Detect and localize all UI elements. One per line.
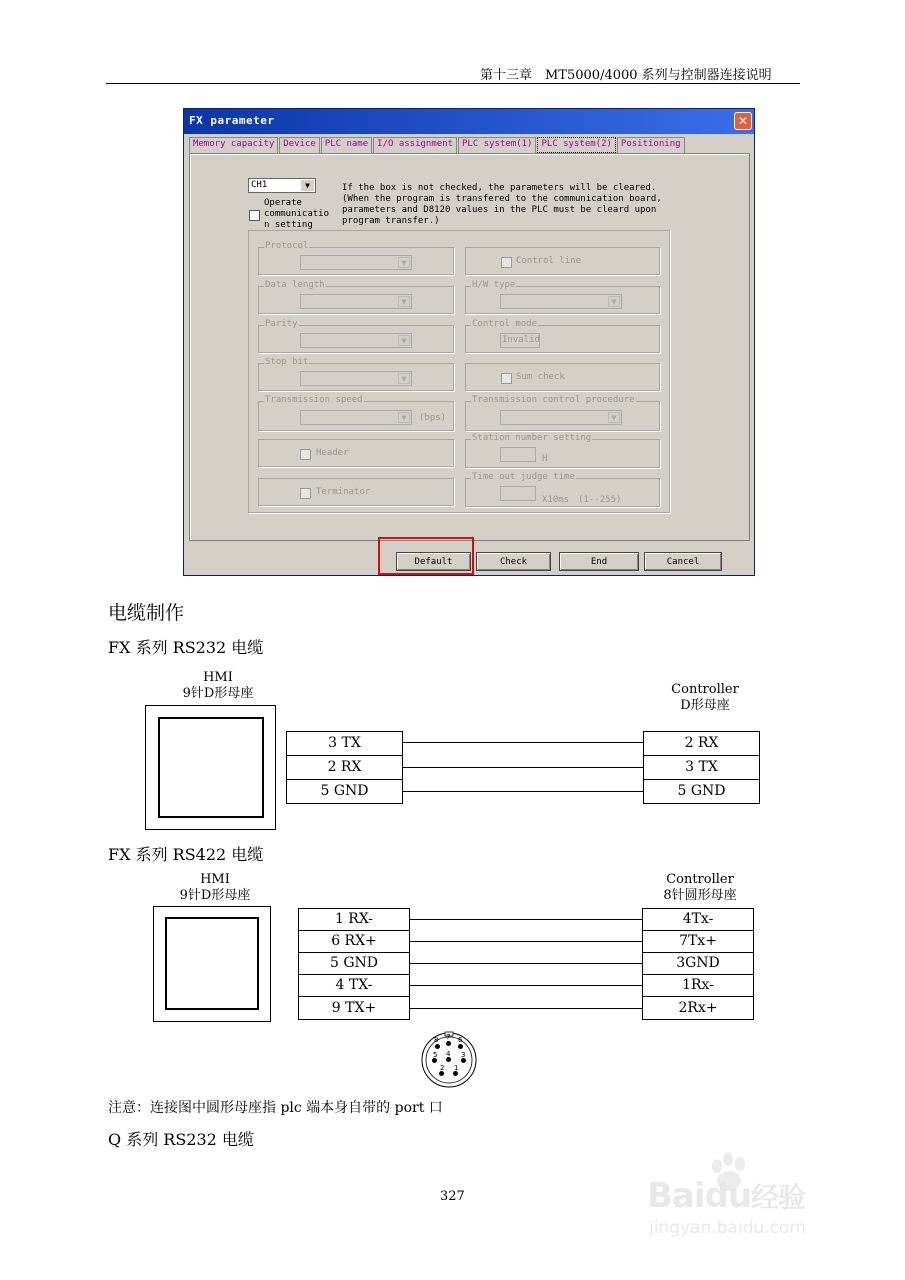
transmission-speed-group: Transmission speed ▼ (bps) (258, 401, 454, 431)
channel-value: CH1 (251, 180, 268, 190)
wire (410, 985, 642, 986)
wire (410, 941, 642, 942)
baidu-watermark: Baidu经验 jingyan.baidu.com (647, 1152, 867, 1252)
chevron-down-icon: ▼ (398, 257, 410, 268)
rs232-hmi-pin: 2 RX (286, 755, 403, 780)
header-group: Header (258, 439, 454, 467)
chevron-down-icon: ▼ (398, 412, 410, 423)
data-length-select[interactable] (300, 294, 412, 309)
wire (410, 919, 642, 920)
terminator-group: Terminator (258, 478, 454, 506)
rs422-controller-pin: 3GND (642, 952, 754, 975)
sum-check-group: Sum check (465, 363, 660, 391)
rs422-controller-pin: 7Tx+ (642, 930, 754, 953)
chevron-down-icon: ▼ (398, 373, 410, 384)
rs422-hmi-pin: 1 RX- (298, 908, 410, 931)
rs422-controller-pin: 2Rx+ (642, 996, 754, 1020)
rs232-title: FX 系列 RS232 电缆 (108, 638, 264, 657)
timeout-input[interactable] (500, 486, 536, 501)
control-line-group: Control line (465, 247, 660, 275)
end-button[interactable]: End (559, 552, 639, 571)
cancel-button[interactable]: Cancel (644, 552, 722, 571)
operate-checkbox[interactable] (249, 210, 260, 221)
data-length-group: Data length ▼ (258, 286, 454, 314)
wire (403, 742, 643, 743)
terminator-checkbox[interactable] (300, 488, 311, 499)
wire (403, 767, 643, 768)
rs232-controller-pin: 3 TX (643, 755, 760, 780)
tab-device[interactable]: Device (279, 137, 320, 153)
stop-bit-group: Stop bit ▼ (258, 363, 454, 391)
rs422-title: FX 系列 RS422 电缆 (108, 845, 264, 864)
transmission-speed-select[interactable] (300, 410, 412, 425)
rs232-hmi-label: HMI 9针D形母座 (182, 670, 254, 701)
protocol-group: Protocol ▼ (258, 247, 454, 275)
speed-unit: (bps) (419, 413, 447, 423)
protocol-select[interactable] (300, 255, 412, 270)
hw-type-group: H/W type ▼ (465, 286, 660, 314)
station-number-input[interactable] (500, 447, 536, 462)
rs422-hmi-pin: 6 RX+ (298, 930, 410, 953)
rs422-hmi-pin: 9 TX+ (298, 996, 410, 1020)
rs422-hmi-pin: 4 TX- (298, 974, 410, 997)
tab-positioning[interactable]: Positioning (617, 137, 685, 153)
hw-type-select[interactable] (500, 294, 622, 309)
wire (403, 791, 643, 792)
circular-connector-icon: 8 7 6 5 4 3 2 1 (418, 1031, 480, 1089)
close-button[interactable]: ✕ (734, 112, 752, 130)
rs232-controller-pin: 2 RX (643, 731, 760, 756)
check-button[interactable]: Check (476, 552, 551, 571)
timeout-group: Time out judge time X10ms (1--255) (465, 478, 660, 507)
sum-check-checkbox[interactable] (501, 373, 512, 384)
rs422-controller-pin: 4Tx- (642, 908, 754, 931)
wire (410, 963, 642, 964)
chevron-down-icon: ▼ (398, 296, 410, 307)
station-number-group: Station number setting H (465, 439, 660, 468)
tab-memory-capacity[interactable]: Memory capacity (189, 137, 278, 153)
tab-plc-system-1[interactable]: PLC system(1) (458, 137, 536, 153)
parity-select[interactable] (300, 333, 412, 348)
rs422-hmi-connector-inner (165, 917, 259, 1010)
chevron-down-icon: ▼ (398, 335, 410, 346)
rs422-hmi-pin: 5 GND (298, 952, 410, 975)
chevron-down-icon: ▼ (608, 412, 620, 423)
parity-group: Parity ▼ (258, 325, 454, 353)
fx-parameter-dialog (183, 108, 755, 576)
control-mode-value: Invalid (500, 333, 540, 348)
dialog-title: FX parameter (189, 114, 275, 127)
section-title: 电缆制作 (108, 602, 185, 624)
operate-label: Operate communicatio n setting (264, 198, 330, 230)
rs232-controller-pin: 5 GND (643, 779, 760, 804)
transmission-procedure-select[interactable] (500, 410, 622, 425)
stop-bit-select[interactable] (300, 371, 412, 386)
rs232-controller-label: Controller D形母座 (671, 682, 739, 713)
control-mode-group: Control mode Invalid (465, 325, 660, 353)
tab-plc-name[interactable]: PLC name (321, 137, 372, 153)
page-number: 327 (440, 1189, 465, 1204)
transmission-procedure-group: Transmission control procedure ▼ (465, 401, 660, 431)
page-header: 第十三章 MT5000/4000 系列与控制器连接说明 (480, 68, 772, 83)
rs422-hmi-label: HMI 9针D形母座 (179, 872, 251, 903)
dialog-titlebar (184, 109, 754, 134)
header-checkbox[interactable] (300, 449, 311, 460)
note-text: 注意：连接图中圆形母座指 plc 端本身自带的 port 口 (108, 1100, 443, 1116)
highlight-box (378, 537, 474, 575)
default-button[interactable]: Default (396, 552, 471, 571)
chevron-down-icon: ▼ (608, 296, 620, 307)
info-text: If the box is not checked, the parameters will be cleared. (When the program is transfered to the communication board, parameters and D8120 values in the PLC must be cleard upon program transfer.) (342, 183, 662, 226)
rs422-controller-pin: 1Rx- (642, 974, 754, 997)
rs422-controller-label: Controller 8针圆形母座 (663, 872, 737, 903)
tab-io-assignment[interactable]: I/O assignment (373, 137, 457, 153)
header-rule (106, 83, 800, 84)
rs232-hmi-pin: 5 GND (286, 779, 403, 804)
control-line-checkbox[interactable] (501, 257, 512, 268)
rs232-hmi-pin: 3 TX (286, 731, 403, 756)
channel-select[interactable] (248, 178, 316, 193)
tab-plc-system-2[interactable]: PLC system(2) (537, 137, 615, 153)
q-series-title: Q 系列 RS232 电缆 (108, 1130, 254, 1149)
rs232-hmi-connector-inner (158, 717, 264, 818)
tab-strip (189, 137, 686, 153)
wire (410, 1008, 642, 1009)
chevron-down-icon: ▼ (301, 180, 314, 191)
